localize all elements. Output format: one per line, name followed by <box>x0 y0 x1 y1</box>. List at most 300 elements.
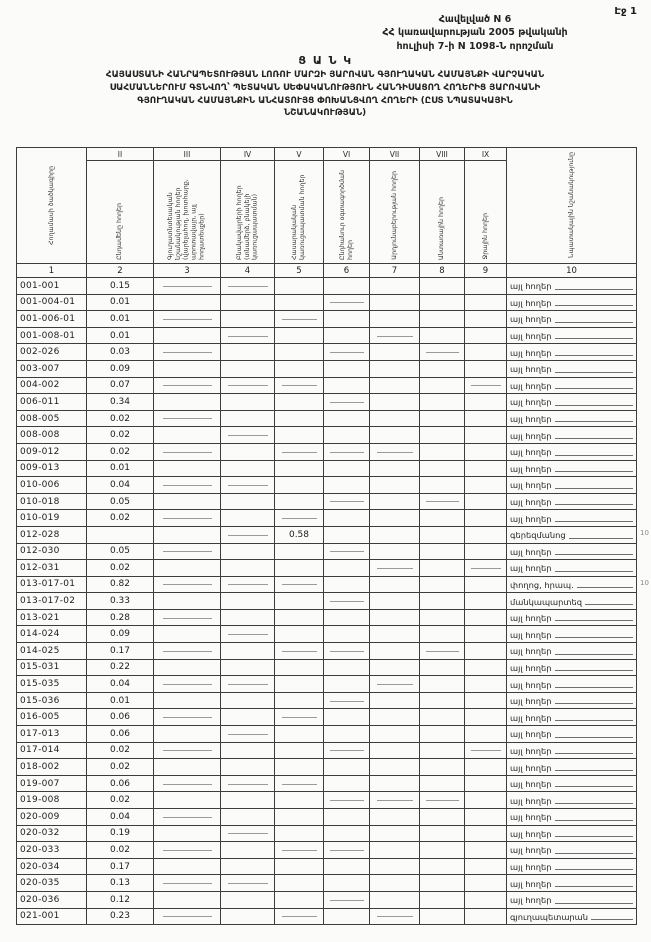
water-header-label: Ջրային հողեր <box>481 213 489 260</box>
header-cell-industry <box>370 161 420 264</box>
agricultural-value <box>154 676 221 693</box>
agricultural-value <box>154 692 221 709</box>
col5-value <box>275 344 324 361</box>
use-label: այլ հողեր <box>510 712 552 723</box>
common-use-value <box>324 493 370 510</box>
trailing-line <box>555 654 633 655</box>
col5-value <box>275 709 324 726</box>
col5-value <box>275 493 324 510</box>
trailing-line <box>555 869 633 870</box>
total-area-value: 0.82 <box>87 576 154 593</box>
total-area-value: 0.02 <box>87 443 154 460</box>
water-value <box>465 377 507 394</box>
common-use-value <box>324 609 370 626</box>
trailing-line <box>555 703 633 704</box>
designation-cell <box>507 875 637 892</box>
industry-value <box>370 278 420 295</box>
trailing-line <box>555 853 633 854</box>
common-use-value <box>324 891 370 908</box>
forest-value <box>420 493 465 510</box>
agricultural-value <box>154 842 221 859</box>
designation-cell <box>507 908 637 925</box>
total-area-value: 0.02 <box>87 510 154 527</box>
total-area-value: 0.28 <box>87 609 154 626</box>
column-number: 5 <box>275 264 324 278</box>
designation-cell <box>507 609 637 626</box>
settlement-value <box>221 626 275 643</box>
title-line-2: ՍԱՀՄԱՆՆԵՐՈՒՄ ԳՏՆՎՈՂ՝ ՊԵՏԱԿԱՆ ՍԵՓԱԿԱՆՈՒԹՅՈՒՆ ՀԱՆԴԻՍԱՑՈՂ ՀՈՂԵՐԻՑ ՅԱՐՈՎԱՆԻ <box>109 82 541 93</box>
table-row <box>17 659 637 676</box>
use-label: այլ հողեր <box>510 297 552 308</box>
table-row <box>17 759 637 776</box>
use-label: այլ հողեր <box>510 480 552 491</box>
use-label: գյուղապետարան <box>510 911 589 922</box>
industry-value <box>370 742 420 759</box>
parcel-code: 015-036 <box>17 692 87 709</box>
parcel-code: 020-032 <box>17 825 87 842</box>
agricultural-value <box>154 792 221 809</box>
trailing-line <box>555 753 633 754</box>
water-value <box>465 891 507 908</box>
use-label: այլ հողեր <box>510 430 552 441</box>
use-label: այլ հողեր <box>510 447 552 458</box>
parcel-code: 008-005 <box>17 410 87 427</box>
industry-value <box>370 443 420 460</box>
trailing-line <box>555 737 633 738</box>
parcel-code: 019-007 <box>17 775 87 792</box>
industry-header-label: Արդյունաբերության հողեր <box>390 171 398 260</box>
col5-value <box>275 775 324 792</box>
table-row <box>17 775 637 792</box>
parcel-code: 015-031 <box>17 659 87 676</box>
use-label: այլ հողեր <box>510 745 552 756</box>
forest-value <box>420 875 465 892</box>
total-area-value <box>87 526 154 543</box>
settlement-value <box>221 676 275 693</box>
forest-value <box>420 643 465 660</box>
agricultural-value <box>154 858 221 875</box>
designation-cell <box>507 709 637 726</box>
settlement-value <box>221 726 275 743</box>
water-value <box>465 709 507 726</box>
total-header-label: Ընդամենը հողեր <box>116 203 124 260</box>
total-area-value: 0.06 <box>87 775 154 792</box>
industry-value <box>370 560 420 577</box>
total-area-value: 0.06 <box>87 709 154 726</box>
designation-cell <box>507 510 637 527</box>
forest-value <box>420 692 465 709</box>
trailing-line <box>555 886 633 887</box>
forest-header-label: Անտառային հողեր <box>438 197 446 260</box>
water-value <box>465 526 507 543</box>
water-value <box>465 493 507 510</box>
table-row <box>17 278 637 295</box>
settlement-value <box>221 560 275 577</box>
total-area-value: 0.02 <box>87 742 154 759</box>
settlement-value <box>221 377 275 394</box>
forest-value <box>420 891 465 908</box>
use-label: այլ հողեր <box>510 497 552 508</box>
agricultural-value <box>154 377 221 394</box>
trailing-line <box>555 388 633 389</box>
column-number: 7 <box>370 264 420 278</box>
agricultural-value <box>154 609 221 626</box>
industry-value <box>370 775 420 792</box>
trailing-line <box>555 289 633 290</box>
settlement-value <box>221 908 275 925</box>
use-label: այլ հողեր <box>510 646 552 657</box>
settlement-value <box>221 410 275 427</box>
use-label: այլ հողեր <box>510 895 552 906</box>
col5-value <box>275 676 324 693</box>
designation-cell <box>507 759 637 776</box>
forest-value <box>420 427 465 444</box>
use-label: այլ հողեր <box>510 364 552 375</box>
settlement-value <box>221 543 275 560</box>
common-use-value <box>324 709 370 726</box>
trailing-line <box>569 538 633 539</box>
parcel-code: 002-026 <box>17 344 87 361</box>
water-value <box>465 294 507 311</box>
col5-value <box>275 377 324 394</box>
header-cell-parcel-code <box>17 148 87 264</box>
forest-value <box>420 809 465 826</box>
total-area-value: 0.01 <box>87 327 154 344</box>
parcel-code: 020-033 <box>17 842 87 859</box>
common-use-value <box>324 560 370 577</box>
forest-value <box>420 311 465 328</box>
common-use-value <box>324 460 370 477</box>
industry-value <box>370 809 420 826</box>
parcel-code: 001-008-01 <box>17 327 87 344</box>
title-line-3: ԳՅՈՒՂԱԿԱՆ ՀԱՄԱՅՆՔԻՆ ԱՆՀԱՏՈՒՅՑ ՓՈԽԱՆՑՎՈՂ ՀՈՂԵՐԻ (ԸՍՏ ՆՊԱՏԱԿԱՅԻՆ <box>137 95 513 106</box>
settlement-value <box>221 609 275 626</box>
common-use-value <box>324 327 370 344</box>
settlement-value <box>221 792 275 809</box>
parcel-code: 018-002 <box>17 759 87 776</box>
water-value <box>465 659 507 676</box>
column-number: 4 <box>221 264 275 278</box>
table-row <box>17 311 637 328</box>
forest-value <box>420 360 465 377</box>
agricultural-header-label: Գյուղատնտեսական նշանակության հողեր (վարելահող, խոտհարք, արոտավայր, այլ հողատեսքեր) <box>167 179 206 260</box>
forest-value <box>420 526 465 543</box>
parcel-code: 012-031 <box>17 560 87 577</box>
col5-value <box>275 327 324 344</box>
use-label: այլ հողեր <box>510 812 552 823</box>
margin-mark: 10 <box>640 529 649 537</box>
forest-value <box>420 609 465 626</box>
common-use-value <box>324 659 370 676</box>
table-row <box>17 643 637 660</box>
forest-value <box>420 394 465 411</box>
forest-value <box>420 510 465 527</box>
parcel-code: 012-028 <box>17 526 87 543</box>
parcel-code: 021-001 <box>17 908 87 925</box>
total-area-value: 0.02 <box>87 410 154 427</box>
forest-value <box>420 775 465 792</box>
settlement-value <box>221 643 275 660</box>
trailing-line <box>555 571 633 572</box>
water-value <box>465 443 507 460</box>
parcel-code: 009-012 <box>17 443 87 460</box>
designation-cell <box>507 294 637 311</box>
parcel-code-header-label: Հողամասի ծածկագիրը <box>47 166 55 245</box>
industry-value <box>370 294 420 311</box>
col5-value <box>275 825 324 842</box>
settlement-value <box>221 709 275 726</box>
use-label: այլ հողեր <box>510 463 552 474</box>
col5-value <box>275 460 324 477</box>
use-label: այլ հողեր <box>510 380 552 391</box>
common-use-value <box>324 643 370 660</box>
agricultural-value <box>154 510 221 527</box>
common-use-value <box>324 377 370 394</box>
common-use-value <box>324 792 370 809</box>
industry-value <box>370 344 420 361</box>
industry-value <box>370 659 420 676</box>
industry-value <box>370 726 420 743</box>
forest-value <box>420 443 465 460</box>
annex-header <box>320 13 630 53</box>
common-use-value <box>324 510 370 527</box>
designation-cell <box>507 278 637 295</box>
col5-value <box>275 908 324 925</box>
trailing-line <box>555 305 633 306</box>
total-area-value: 0.13 <box>87 875 154 892</box>
table-row <box>17 394 637 411</box>
industry-value <box>370 410 420 427</box>
common-use-value <box>324 344 370 361</box>
header-cell-total <box>87 161 154 264</box>
agricultural-value <box>154 742 221 759</box>
header-cell-common-use <box>324 161 370 264</box>
column-number: 3 <box>154 264 221 278</box>
industry-value <box>370 759 420 776</box>
settlement-value <box>221 858 275 875</box>
parcel-code: 013-017-02 <box>17 593 87 610</box>
agricultural-value <box>154 875 221 892</box>
industry-value <box>370 676 420 693</box>
parcel-code: 010-018 <box>17 493 87 510</box>
settlement-value <box>221 394 275 411</box>
parcel-code: 008-008 <box>17 427 87 444</box>
col5-value <box>275 510 324 527</box>
agricultural-value <box>154 394 221 411</box>
water-value <box>465 477 507 494</box>
agricultural-value <box>154 726 221 743</box>
designation-cell <box>507 344 637 361</box>
common-use-value <box>324 775 370 792</box>
table-row <box>17 526 637 543</box>
total-area-value: 0.04 <box>87 676 154 693</box>
parcel-code: 020-034 <box>17 858 87 875</box>
parcel-code: 014-024 <box>17 626 87 643</box>
forest-value <box>420 593 465 610</box>
col5-value <box>275 427 324 444</box>
settlement-value <box>221 510 275 527</box>
settlement-value <box>221 477 275 494</box>
designation-cell <box>507 792 637 809</box>
total-area-value: 0.15 <box>87 278 154 295</box>
roman-numeral: VIII <box>420 148 465 161</box>
industry-value <box>370 643 420 660</box>
table-row <box>17 427 637 444</box>
table-body <box>17 278 637 925</box>
water-value <box>465 842 507 859</box>
water-value <box>465 510 507 527</box>
trailing-line <box>555 637 633 638</box>
parcel-code: 013-017-01 <box>17 576 87 593</box>
common-use-value <box>324 427 370 444</box>
table-row <box>17 593 637 610</box>
water-value <box>465 726 507 743</box>
col5-value <box>275 576 324 593</box>
water-value <box>465 311 507 328</box>
column-number: 10 <box>507 264 637 278</box>
common-use-value <box>324 294 370 311</box>
industry-value <box>370 692 420 709</box>
total-area-value: 0.01 <box>87 460 154 477</box>
table-row <box>17 891 637 908</box>
designation-cell <box>507 742 637 759</box>
industry-value <box>370 394 420 411</box>
agricultural-value <box>154 576 221 593</box>
parcel-code: 009-013 <box>17 460 87 477</box>
document-title <box>22 69 628 120</box>
designation-cell <box>507 626 637 643</box>
common-use-value <box>324 692 370 709</box>
column-number: 8 <box>420 264 465 278</box>
forest-value <box>420 344 465 361</box>
water-value <box>465 344 507 361</box>
total-area-value: 0.12 <box>87 891 154 908</box>
agricultural-value <box>154 593 221 610</box>
public-construction-header-label: Հասարակական կառուցապատման հողեր <box>291 174 306 260</box>
use-label: այլ հողեր <box>510 845 552 856</box>
government-line: ՀՀ կառավարության 2005 թվականի <box>382 27 568 39</box>
col5-value <box>275 726 324 743</box>
settlement-header-label: Բնակավայրերի հողեր (տնամերձ, բնակելի կառուցապատման) <box>235 185 259 260</box>
water-value <box>465 394 507 411</box>
use-label: փողոց, հրապ. <box>510 579 574 590</box>
roman-numeral: VII <box>370 148 420 161</box>
settlement-value <box>221 360 275 377</box>
roman-numeral: II <box>87 148 154 161</box>
agricultural-value <box>154 493 221 510</box>
agricultural-value <box>154 825 221 842</box>
total-area-value: 0.05 <box>87 543 154 560</box>
use-label: այլ հողեր <box>510 546 552 557</box>
use-label: այլ հողեր <box>510 331 552 342</box>
column-number: 9 <box>465 264 507 278</box>
col5-value <box>275 394 324 411</box>
water-value <box>465 609 507 626</box>
use-label: այլ հողեր <box>510 397 552 408</box>
common-use-value <box>324 360 370 377</box>
common-use-value <box>324 278 370 295</box>
parcel-code: 004-002 <box>17 377 87 394</box>
trailing-line <box>555 488 633 489</box>
water-value <box>465 858 507 875</box>
water-value <box>465 427 507 444</box>
trailing-line <box>555 670 633 671</box>
use-label: մանկապարտեզ <box>510 596 582 607</box>
col5-value <box>275 842 324 859</box>
col5-value <box>275 809 324 826</box>
common-use-value <box>324 477 370 494</box>
trailing-line <box>555 372 633 373</box>
total-area-value: 0.05 <box>87 493 154 510</box>
roman-numeral: V <box>275 148 324 161</box>
water-value <box>465 692 507 709</box>
common-use-value <box>324 875 370 892</box>
use-label: այլ հողեր <box>510 513 552 524</box>
parcel-code: 020-036 <box>17 891 87 908</box>
use-label: այլ հողեր <box>510 629 552 640</box>
trailing-line <box>585 604 633 605</box>
land-table-wrap <box>16 147 651 925</box>
title-line-4: ՆՇԱՆԱԿՈՒԹՅԱՆ) <box>283 108 367 119</box>
use-label: այլ հողեր <box>510 828 552 839</box>
forest-value <box>420 792 465 809</box>
col5-value <box>275 360 324 377</box>
col5-value <box>275 659 324 676</box>
table-row <box>17 377 637 394</box>
trailing-line <box>555 687 633 688</box>
designation-cell <box>507 410 637 427</box>
trailing-line <box>591 919 633 920</box>
use-label: այլ հողեր <box>510 878 552 889</box>
forest-value <box>420 842 465 859</box>
table-row <box>17 609 637 626</box>
common-use-value <box>324 443 370 460</box>
designation-cell <box>507 477 637 494</box>
forest-value <box>420 659 465 676</box>
title-line-1: ՀԱՅԱՍՏԱՆԻ ՀԱՆՐԱՊԵՏՈՒԹՅԱՆ ԼՈՌՈՒ ՄԱՐԶԻ ՅԱՐՈՎԱՆ ԳՅՈՒՂԱԿԱՆ ՀԱՄԱՅՆՔԻ ՎԱՐՉԱԿԱՆ <box>105 70 545 80</box>
designation-cell <box>507 825 637 842</box>
total-area-value: 0.01 <box>87 692 154 709</box>
forest-value <box>420 825 465 842</box>
table-row <box>17 410 637 427</box>
parcel-code: 010-019 <box>17 510 87 527</box>
agricultural-value <box>154 344 221 361</box>
col5-value <box>275 543 324 560</box>
industry-value <box>370 593 420 610</box>
designation-cell <box>507 842 637 859</box>
forest-value <box>420 759 465 776</box>
col5-value <box>275 792 324 809</box>
total-area-value: 0.04 <box>87 477 154 494</box>
use-label: գերեզմանոց <box>510 530 566 541</box>
settlement-value <box>221 443 275 460</box>
agricultural-value <box>154 410 221 427</box>
parcel-code: 013-021 <box>17 609 87 626</box>
industry-value <box>370 360 420 377</box>
forest-value <box>420 460 465 477</box>
total-area-value: 0.03 <box>87 344 154 361</box>
land-table <box>16 147 637 925</box>
forest-value <box>420 327 465 344</box>
water-value <box>465 460 507 477</box>
common-use-value <box>324 842 370 859</box>
use-label: այլ հողեր <box>510 563 552 574</box>
settlement-value <box>221 493 275 510</box>
agricultural-value <box>154 543 221 560</box>
settlement-value <box>221 692 275 709</box>
designation-cell <box>507 659 637 676</box>
common-use-value <box>324 825 370 842</box>
